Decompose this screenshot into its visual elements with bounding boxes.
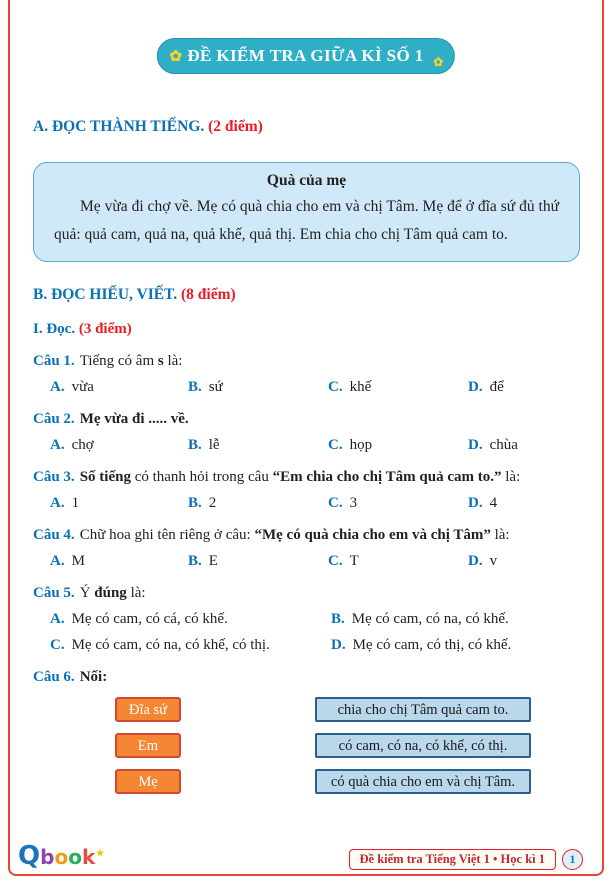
option-text: để [489, 379, 504, 396]
question-4-bold: “Mẹ có quà chia cho em và chị Tâm” [254, 527, 491, 544]
matching-row [33, 697, 580, 722]
option-d [468, 553, 580, 570]
option-b [188, 495, 328, 512]
question-1-bold: s [157, 353, 164, 370]
option-letter: C. [328, 437, 343, 454]
option-a [50, 553, 188, 570]
logo-letter: b [40, 845, 55, 869]
section-a-heading [33, 118, 580, 136]
option-letter: B. [188, 379, 202, 396]
section-i-points: (3 điểm) [78, 321, 132, 338]
question-1-stem [33, 353, 580, 370]
option-text: M [71, 553, 85, 570]
option-a [50, 611, 331, 628]
question-5-text: Ý [79, 585, 95, 602]
option-text: khế [349, 379, 372, 396]
option-letter: A. [50, 437, 65, 454]
option-c [328, 437, 468, 454]
option-letter: D. [468, 437, 483, 454]
question-5-label: Câu 5. [33, 585, 75, 602]
matching-left-box: Đĩa sứ [115, 697, 181, 722]
question-6-stem [33, 669, 580, 686]
question-5-bold: đúng [94, 585, 127, 602]
question-4-stem [33, 527, 580, 544]
flower-icon: ✿ [169, 49, 183, 65]
section-i-heading [33, 321, 580, 338]
matching-row [33, 769, 580, 794]
option-d [468, 437, 580, 454]
option-letter: C. [328, 495, 343, 512]
question-2-label: Câu 2. [33, 411, 75, 428]
question-4-options [50, 553, 580, 570]
logo-letter: o [68, 845, 82, 869]
logo-letter: k [81, 845, 96, 869]
option-text: sứ [208, 379, 223, 396]
matching-left-box: Em [115, 733, 181, 758]
section-b-label: B. ĐỌC HIỂU, VIẾT. [33, 286, 178, 304]
option-d [468, 379, 580, 396]
option-letter: A. [50, 611, 65, 628]
question-3-label: Câu 3. [33, 469, 75, 486]
option-letter: B. [188, 437, 202, 454]
option-text: 2 [208, 495, 217, 512]
logo-letter: o [54, 845, 69, 869]
section-a-label: A. ĐỌC THÀNH TIẾNG. [33, 118, 205, 135]
option-c [328, 379, 468, 396]
reading-passage-box [33, 162, 580, 262]
option-letter: B. [331, 611, 345, 628]
logo-letter: Q [18, 841, 41, 871]
question-6-bold: Nối: [79, 669, 108, 686]
reading-passage-body: Mẹ vừa đi chợ về. Mẹ có quà chia cho em và chị Tâm. Mẹ để ở đĩa sứ đủ thứ quả: quả cam, quả na, quả khế, quả thị. Em chia cho chị Tâm quả cam to. [54, 198, 559, 244]
option-letter: C. [50, 637, 65, 654]
option-a [50, 437, 188, 454]
question-5-post: là: [126, 585, 146, 602]
option-b [331, 611, 580, 628]
flower-icon: ✿ [433, 55, 444, 69]
question-4-post: là: [490, 527, 510, 544]
option-text: họp [349, 437, 373, 454]
option-a [50, 495, 188, 512]
option-text: Mẹ có cam, có thị, có khế. [352, 637, 512, 654]
page-content [33, 0, 580, 794]
option-letter: A. [50, 495, 65, 512]
option-c [328, 495, 468, 512]
question-3-mid: có thanh hỏi trong câu [130, 469, 273, 486]
question-3-options [50, 495, 580, 512]
option-text: 3 [349, 495, 358, 512]
qbook-logo [18, 843, 105, 869]
question-2-bold: Mẹ vừa đi ..... về. [79, 411, 189, 428]
matching-row [33, 733, 580, 758]
footer-book-label: Đề kiểm tra Tiếng Việt 1 • Học kì 1 [349, 849, 557, 870]
matching-right-box: có quà chia cho em và chị Tâm. [315, 769, 531, 794]
section-b-heading [33, 286, 580, 304]
option-text: chùa [489, 437, 518, 454]
question-3-bold2: “Em chia cho chị Tâm quả cam to.” [272, 469, 502, 486]
matching-left-box: Mẹ [115, 769, 181, 794]
option-letter: A. [50, 379, 65, 396]
section-a-points: (2 điểm) [208, 118, 263, 135]
page-number-badge: 1 [562, 849, 583, 870]
question-1-label: Câu 1. [33, 353, 75, 370]
option-letter: C. [328, 379, 343, 396]
option-letter: B. [188, 495, 202, 512]
option-letter: D. [331, 637, 346, 654]
question-4-label: Câu 4. [33, 527, 75, 544]
option-letter: C. [328, 553, 343, 570]
option-d [331, 637, 580, 654]
question-5-options [50, 611, 580, 654]
option-b [188, 379, 328, 396]
option-text: 1 [71, 495, 80, 512]
option-text: lễ [208, 437, 220, 454]
matching-right-box: có cam, có na, có khế, có thị. [315, 733, 531, 758]
option-text: Mẹ có cam, có cá, có khế. [71, 611, 228, 628]
exam-title: ĐỀ KIỂM TRA GIỮA KÌ SỐ 1 [187, 46, 424, 65]
option-c [50, 637, 331, 654]
question-3-stem [33, 469, 580, 486]
option-b [188, 553, 328, 570]
option-text: T [349, 553, 359, 570]
star-icon: ★ [95, 846, 106, 860]
question-1-options [50, 379, 580, 396]
option-text: chợ [71, 437, 94, 454]
option-c [328, 553, 468, 570]
option-letter: A. [50, 553, 65, 570]
question-3-bold1: Số tiếng [79, 469, 131, 486]
option-letter: D. [468, 553, 483, 570]
option-text: Mẹ có cam, có na, có khế, có thị. [71, 637, 270, 654]
option-text: Mẹ có cam, có na, có khế. [351, 611, 509, 628]
option-d [468, 495, 580, 512]
question-3-post: là: [501, 469, 521, 486]
option-b [188, 437, 328, 454]
question-5-stem [33, 585, 580, 602]
section-b-points: (8 điểm) [181, 286, 236, 304]
option-letter: D. [468, 379, 483, 396]
option-a [50, 379, 188, 396]
question-1-text: Tiếng có âm [79, 353, 158, 370]
option-letter: D. [468, 495, 483, 512]
question-1-post: là: [163, 353, 183, 370]
option-text: vừa [71, 379, 94, 396]
option-text: E [208, 553, 218, 570]
footer-right [349, 849, 584, 870]
option-text: 4 [489, 495, 498, 512]
reading-passage-title: Quà của mẹ [266, 172, 347, 189]
option-letter: B. [188, 553, 202, 570]
matching-right-box: chia cho chị Tâm quả cam to. [315, 697, 531, 722]
question-2-stem [33, 411, 580, 428]
question-4-text: Chữ hoa ghi tên riêng ở câu: [79, 527, 255, 544]
question-2-options [50, 437, 580, 454]
section-i-label: I. Đọc. [33, 321, 76, 338]
question-6-label: Câu 6. [33, 669, 75, 686]
option-text: v [489, 553, 498, 570]
